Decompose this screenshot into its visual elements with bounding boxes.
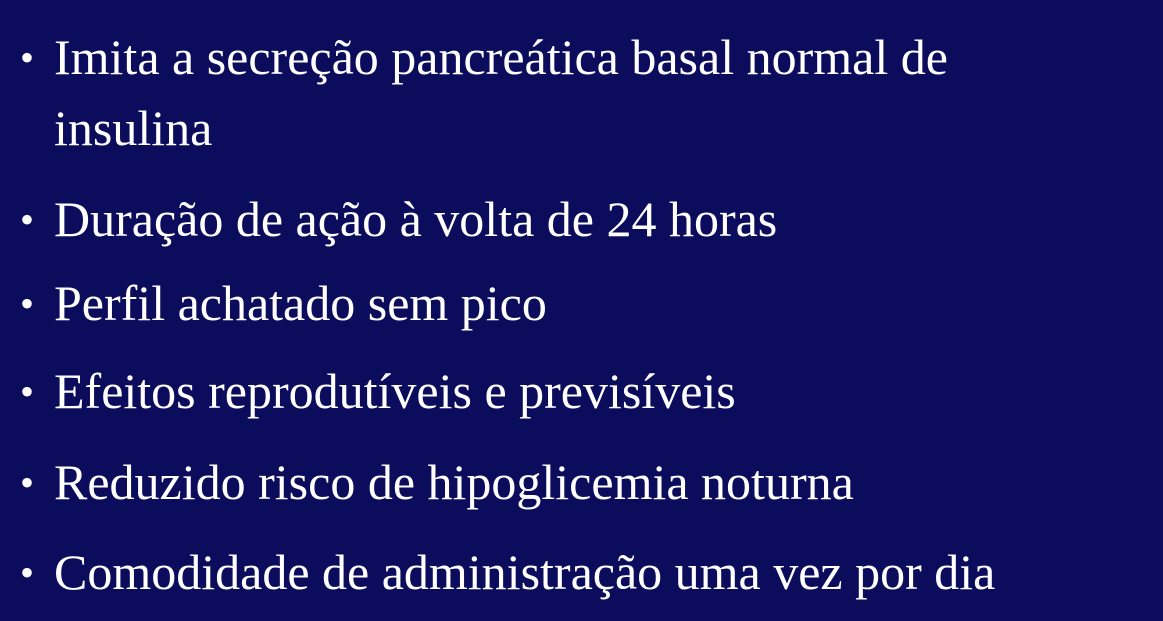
bullet-icon: • — [20, 550, 35, 595]
bullet-text-line-2: insulina — [54, 100, 213, 156]
bullet-icon: • — [20, 281, 35, 326]
bullet-text — [54, 22, 948, 164]
bullet-text: Comodidade de administração uma vez por dia — [54, 544, 996, 600]
bullet-icon: • — [20, 197, 35, 242]
bullet-text: Perfil achatado sem pico — [54, 275, 547, 331]
bullet-text: Reduzido risco de hipoglicemia noturna — [54, 454, 854, 510]
bullet-icon: • — [20, 460, 35, 505]
bullet-text: Duração de ação à volta de 24 horas — [54, 191, 778, 247]
bullet-icon: • — [20, 35, 35, 80]
bullet-icon: • — [20, 369, 35, 414]
bullet-text: Efeitos reprodutíveis e previsíveis — [54, 363, 736, 419]
bullet-text-line-1: Imita a secreção pancreática basal normal de — [54, 29, 948, 85]
